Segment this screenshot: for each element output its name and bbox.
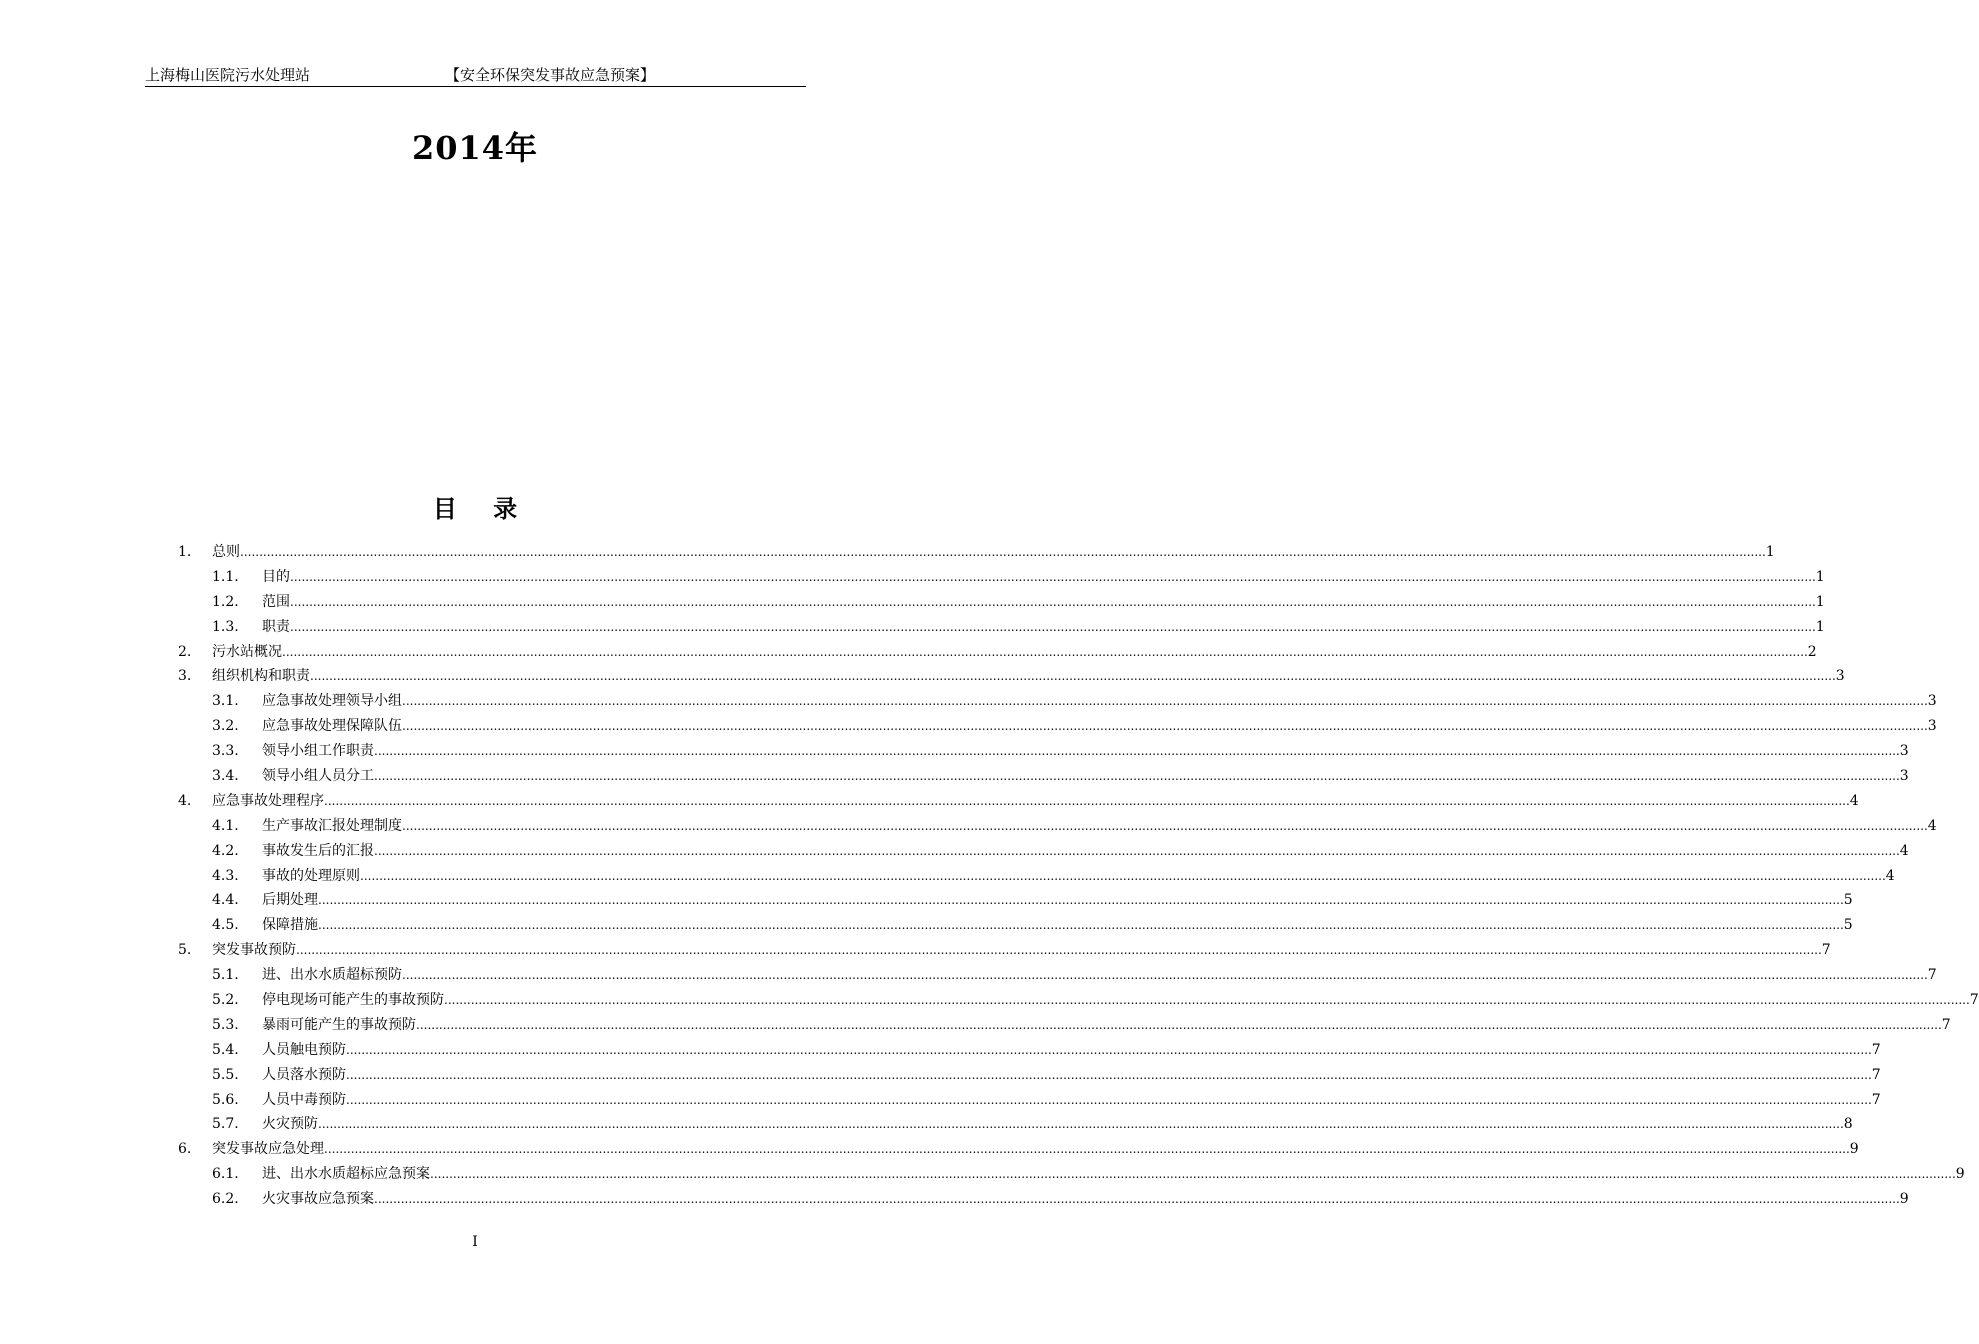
- toc-entry-number: 3.2.: [212, 718, 239, 735]
- toc-entry-number: 1.2.: [212, 593, 239, 610]
- toc-dot-leader: ................................................................................................................................................................................................................................................................................................................................................................................................................: [402, 719, 1928, 734]
- toc-title: 目 录: [432, 494, 532, 523]
- toc-entry-page: 5: [1843, 917, 1853, 934]
- toc-dot-leader: ................................................................................................................................................................................................................................................................................................................................................................................................................: [402, 968, 1928, 983]
- toc-dot-leader: ................................................................................................................................................................................................................................................................................................................................................................................................................: [290, 619, 1816, 634]
- toc-entry-number: 5.7.: [212, 1116, 239, 1133]
- toc-entry-label: 应急事故处理程序: [212, 792, 324, 809]
- toc-entry-label: 突发事故预防: [212, 942, 296, 959]
- toc-dot-leader: ................................................................................................................................................................................................................................................................................................................................................................................................................: [290, 594, 1816, 609]
- toc-entry-page: 7: [1941, 1016, 1951, 1033]
- toc-entry-page: 3: [1927, 718, 1937, 735]
- toc-entry[interactable]: [178, 1013, 1951, 1038]
- toc-entry-page: 7: [1821, 942, 1831, 959]
- toc-entry[interactable]: [178, 1038, 1881, 1063]
- toc-dot-leader: ................................................................................................................................................................................................................................................................................................................................................................................................................: [416, 1017, 1942, 1032]
- toc-entry[interactable]: [178, 913, 1853, 938]
- toc-entry-number: 5.6.: [212, 1091, 239, 1108]
- toc-entry-page: 1: [1815, 593, 1825, 610]
- toc-entry-label: 后期处理: [262, 892, 318, 909]
- toc-entry-number: 5.2.: [212, 992, 239, 1009]
- toc-entry[interactable]: [178, 565, 1825, 590]
- toc-entry-label: 进、出水水质超标预防: [262, 967, 402, 984]
- toc-entry-number: 3.1.: [212, 693, 239, 710]
- toc-entry-page: 7: [1871, 1066, 1881, 1083]
- toc-entry-page: 7: [1969, 992, 1979, 1009]
- toc-entry[interactable]: [178, 789, 1859, 814]
- toc-entry[interactable]: [178, 714, 1937, 739]
- toc-dot-leader: ................................................................................................................................................................................................................................................................................................................................................................................................................: [290, 569, 1816, 584]
- toc-entry[interactable]: [178, 864, 1895, 889]
- toc-entry-page: 9: [1955, 1166, 1965, 1183]
- toc-entry-label: 污水站概况: [212, 643, 282, 660]
- toc-entry-label: 领导小组人员分工: [262, 768, 374, 785]
- toc-entry-number: 4.2.: [212, 842, 239, 859]
- toc-dot-leader: ................................................................................................................................................................................................................................................................................................................................................................................................................: [346, 1067, 1872, 1082]
- toc-dot-leader: ................................................................................................................................................................................................................................................................................................................................................................................................................: [324, 793, 1850, 808]
- toc-entry[interactable]: [178, 664, 1845, 689]
- toc-entry-number: 5.: [178, 942, 192, 959]
- toc-entry-number: 5.5.: [212, 1066, 239, 1083]
- toc-entry-page: 4: [1927, 817, 1937, 834]
- page-header: [145, 66, 806, 87]
- toc-dot-leader: ................................................................................................................................................................................................................................................................................................................................................................................................................: [374, 843, 1900, 858]
- toc-entry-label: 事故的处理原则: [262, 867, 360, 884]
- toc-entry-label: 进、出水水质超标应急预案: [262, 1166, 430, 1183]
- toc-entry-number: 4.5.: [212, 917, 239, 934]
- toc-entry-number: 3.: [178, 668, 192, 685]
- toc-entry-number: 4.4.: [212, 892, 239, 909]
- toc-entry-label: 范围: [262, 593, 290, 610]
- toc-entry[interactable]: [178, 814, 1937, 839]
- header-document-title: 【安全环保突发事故应急预案】: [445, 66, 656, 84]
- toc-dot-leader: ................................................................................................................................................................................................................................................................................................................................................................................................................: [374, 1192, 1900, 1207]
- toc-entry-number: 2.: [178, 643, 192, 660]
- toc-entry-page: 1: [1815, 568, 1825, 585]
- toc-dot-leader: ................................................................................................................................................................................................................................................................................................................................................................................................................: [310, 669, 1836, 684]
- toc-entry[interactable]: [178, 615, 1825, 640]
- toc-entry-page: 3: [1899, 743, 1909, 760]
- toc-dot-leader: ................................................................................................................................................................................................................................................................................................................................................................................................................: [374, 744, 1900, 759]
- toc-entry[interactable]: [178, 640, 1817, 665]
- toc-entry[interactable]: [178, 1063, 1881, 1088]
- toc-dot-leader: ................................................................................................................................................................................................................................................................................................................................................................................................................: [318, 1117, 1844, 1132]
- toc-dot-leader: ................................................................................................................................................................................................................................................................................................................................................................................................................: [346, 1092, 1872, 1107]
- toc-entry-page: 3: [1927, 693, 1937, 710]
- toc-entry[interactable]: [178, 963, 1937, 988]
- toc-dot-leader: ................................................................................................................................................................................................................................................................................................................................................................................................................: [318, 918, 1844, 933]
- toc-entry-label: 人员触电预防: [262, 1041, 346, 1058]
- toc-entry[interactable]: [178, 764, 1909, 789]
- toc-entry-label: 暴雨可能产生的事故预防: [262, 1016, 416, 1033]
- toc-entry-page: 9: [1849, 1141, 1859, 1158]
- toc-entry-number: 3.3.: [212, 743, 239, 760]
- toc-dot-leader: ................................................................................................................................................................................................................................................................................................................................................................................................................: [282, 644, 1808, 659]
- toc-dot-leader: ................................................................................................................................................................................................................................................................................................................................................................................................................: [318, 893, 1844, 908]
- toc-entry-label: 生产事故汇报处理制度: [262, 817, 402, 834]
- toc-dot-leader: ................................................................................................................................................................................................................................................................................................................................................................................................................: [430, 1167, 1956, 1182]
- toc-entry-label: 应急事故处理领导小组: [262, 693, 402, 710]
- toc-entry-number: 4.: [178, 792, 192, 809]
- toc-entry[interactable]: [178, 739, 1909, 764]
- toc-entry-number: 4.3.: [212, 867, 239, 884]
- toc-entry[interactable]: [178, 590, 1825, 615]
- toc-entry-page: 3: [1835, 668, 1845, 685]
- toc-entry-number: 4.1.: [212, 817, 239, 834]
- toc-entry[interactable]: [178, 839, 1909, 864]
- toc-dot-leader: ................................................................................................................................................................................................................................................................................................................................................................................................................: [324, 1142, 1850, 1157]
- toc-entry[interactable]: [178, 888, 1853, 913]
- toc-entry-label: 突发事故应急处理: [212, 1141, 324, 1158]
- toc-entry-page: 4: [1885, 867, 1895, 884]
- toc-entry-label: 领导小组工作职责: [262, 743, 374, 760]
- toc-dot-leader: ................................................................................................................................................................................................................................................................................................................................................................................................................: [444, 993, 1970, 1008]
- toc-dot-leader: ................................................................................................................................................................................................................................................................................................................................................................................................................: [240, 545, 1766, 559]
- toc-entry-page: 7: [1871, 1091, 1881, 1108]
- toc-entry-number: 5.3.: [212, 1016, 239, 1033]
- toc-entry-page: 9: [1899, 1191, 1909, 1208]
- toc-entry-label: 总则: [212, 544, 240, 560]
- toc-entry-number: 6.1.: [212, 1166, 239, 1183]
- toc-entry-number: 3.4.: [212, 768, 239, 785]
- toc-entry[interactable]: [178, 1162, 1965, 1187]
- toc-entry-page: 5: [1843, 892, 1853, 909]
- toc-entry-label: 人员中毒预防: [262, 1091, 346, 1108]
- toc-entry-number: 6.2.: [212, 1191, 239, 1208]
- toc-entry-page: 4: [1899, 842, 1909, 859]
- page-footer: [0, 1233, 950, 1251]
- toc-entry[interactable]: [178, 1187, 1909, 1212]
- toc-entry-label: 事故发生后的汇报: [262, 842, 374, 859]
- toc-entry-page: 3: [1899, 768, 1909, 785]
- toc-entry-page: 2: [1807, 643, 1817, 660]
- toc-entry-label: 组织机构和职责: [212, 668, 310, 685]
- toc-entry-number: 5.1.: [212, 967, 239, 984]
- toc-entry-label: 火灾事故应急预案: [262, 1191, 374, 1208]
- toc-entry-page: 1: [1765, 544, 1775, 560]
- page-number: I: [472, 1234, 478, 1250]
- toc-entry-label: 人员落水预防: [262, 1066, 346, 1083]
- toc-entry-page: 7: [1927, 967, 1937, 984]
- toc-entry-label: 停电现场可能产生的事故预防: [262, 992, 444, 1009]
- toc-entry-page: 1: [1815, 618, 1825, 635]
- toc-entry-number: 5.4.: [212, 1041, 239, 1058]
- toc-entry-page: 7: [1871, 1041, 1881, 1058]
- toc-entry-page: 8: [1843, 1116, 1853, 1133]
- toc-entry-number: 1.1.: [212, 568, 239, 585]
- document-year: 2014年: [411, 129, 539, 167]
- toc-entry-number: 1.3.: [212, 618, 239, 635]
- toc-entry-label: 保障措施: [262, 917, 318, 934]
- toc-entry-number: 1.: [178, 544, 192, 560]
- toc-entry[interactable]: [178, 988, 1979, 1013]
- table-of-contents: [178, 540, 1979, 1212]
- toc-entry-page: 4: [1849, 792, 1859, 809]
- toc-dot-leader: ................................................................................................................................................................................................................................................................................................................................................................................................................: [346, 1042, 1872, 1057]
- toc-dot-leader: ................................................................................................................................................................................................................................................................................................................................................................................................................: [374, 769, 1900, 784]
- toc-entry-number: 6.: [178, 1141, 192, 1158]
- toc-dot-leader: ................................................................................................................................................................................................................................................................................................................................................................................................................: [402, 694, 1928, 709]
- toc-entry[interactable]: [178, 1137, 1859, 1162]
- toc-dot-leader: ................................................................................................................................................................................................................................................................................................................................................................................................................: [402, 818, 1928, 833]
- toc-entry[interactable]: [178, 540, 1775, 565]
- toc-entry[interactable]: [178, 689, 1937, 714]
- toc-entry-label: 火灾预防: [262, 1116, 318, 1133]
- header-organization: 上海梅山医院污水处理站: [145, 66, 311, 84]
- toc-entry-label: 应急事故处理保障队伍: [262, 718, 402, 735]
- toc-dot-leader: ................................................................................................................................................................................................................................................................................................................................................................................................................: [296, 943, 1822, 958]
- toc-entry-label: 目的: [262, 568, 290, 585]
- toc-entry[interactable]: [178, 938, 1831, 963]
- toc-entry[interactable]: [178, 1112, 1853, 1137]
- toc-dot-leader: ................................................................................................................................................................................................................................................................................................................................................................................................................: [360, 868, 1886, 883]
- toc-entry[interactable]: [178, 1088, 1881, 1113]
- toc-entry-label: 职责: [262, 618, 290, 635]
